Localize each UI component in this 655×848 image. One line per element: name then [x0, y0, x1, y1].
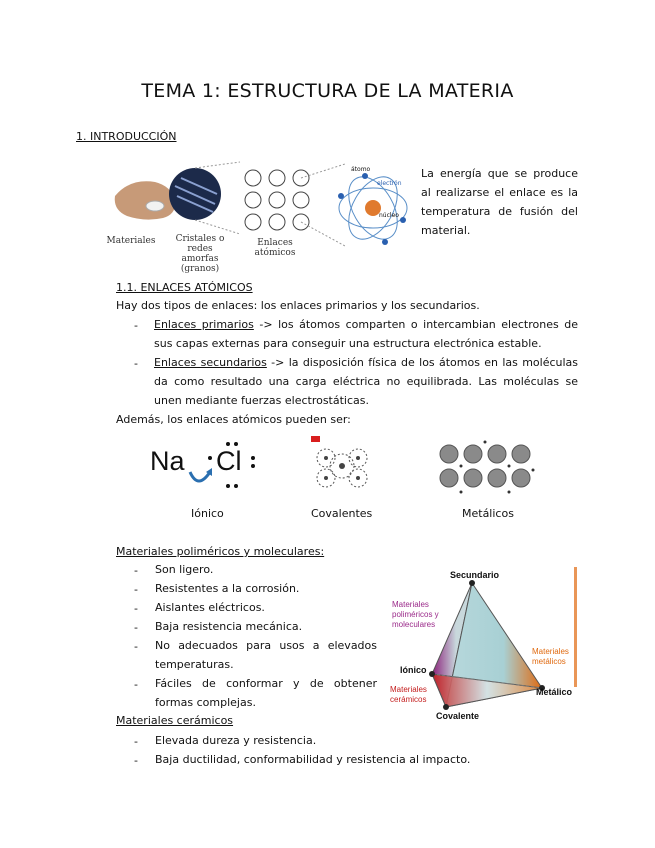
label-atomo: átomo	[351, 166, 371, 173]
polymer-item: No adecuados para usos a elevados temperaturas.	[155, 639, 377, 671]
electron-transfer-arrow	[190, 472, 210, 481]
section-heading-introduccion: 1. INTRODUCCIÓN	[76, 130, 177, 143]
page-title: TEMA 1: ESTRUCTURA DE LA MATERIA	[141, 80, 514, 102]
pill-image	[146, 201, 164, 211]
intro-figure	[105, 156, 410, 274]
polymer-item: Fáciles de conformar y de obtener formas complejas.	[155, 677, 377, 709]
polymer-item: Baja resistencia mecánica.	[155, 620, 303, 633]
polymer-item: Resistentes a la corrosión.	[155, 582, 300, 595]
ionic-cl-symbol: Cl	[216, 446, 242, 476]
ceramic-item: Baja ductilidad, conformabilidad y resistencia al impacto.	[155, 753, 471, 766]
ceramic-item: Elevada dureza y resistencia.	[155, 734, 317, 747]
ionic-bond-figure	[146, 438, 266, 494]
atomic-lattice	[245, 170, 309, 230]
label-nucleo: núcleo	[379, 212, 399, 219]
enlaces-intro: Hay dos tipos de enlaces: los enlaces primarios y los secundarios.	[116, 299, 480, 312]
term-enlaces-primarios: Enlaces primarios	[154, 318, 254, 331]
enlaces-ademas: Además, los enlaces atómicos pueden ser:	[116, 413, 351, 426]
covalent-bond-figure	[309, 436, 375, 496]
polymer-item: Son ligero.	[155, 563, 214, 576]
vertex-secundario: Secundario	[450, 570, 500, 580]
bonding-tetrahedron-diagram	[388, 567, 580, 725]
vertex-covalente: Covalente	[436, 711, 480, 721]
hand-image	[115, 181, 176, 219]
ceramics-heading: Materiales cerámicos	[116, 714, 234, 727]
vertex-ionico: Iónico	[400, 665, 427, 675]
intro-text: La energía que se produce al realizarse el enlace es la temperatura de fusión del material.	[421, 167, 578, 237]
label-metalicos: Metálicos	[462, 507, 514, 520]
label-materiales-ceramicos: Materiales cerámicos	[390, 685, 427, 704]
caption-enlaces: Enlaces atómicos	[254, 238, 296, 258]
ionic-na-symbol: Na	[150, 446, 185, 476]
bullet-enlaces-secundarios: Enlaces secundarios -> la disposición física de los átomos en las moléculas da como resultado una carga eléctrica no equilibrada. Las moléculas se unen mediante fuerzas electrostáticas.	[154, 356, 579, 407]
caption-materiales: Materiales	[106, 236, 156, 246]
polymer-item: Aislantes eléctricos.	[155, 601, 265, 614]
label-ionico: Iónico	[191, 507, 224, 520]
label-electron: electrón	[377, 180, 402, 187]
caption-cristales: Cristales o redes amorfas (granos)	[175, 234, 225, 274]
section-heading-enlaces-atomicos: 1.1. ENLACES ATÓMICOS	[116, 281, 253, 294]
metallic-bond-figure	[435, 438, 539, 496]
polymers-heading: Materiales poliméricos y moleculares:	[116, 545, 325, 558]
label-materiales-metalicos: Materiales metálicos	[532, 647, 569, 666]
label-covalentes: Covalentes	[311, 507, 373, 520]
vertex-metalico: Metálico	[536, 687, 573, 697]
label-materiales-polimericos: Materiales poliméricos y moleculares	[392, 600, 439, 629]
bullet-enlaces-primarios: Enlaces primarios -> los átomos comparten o intercambian electrones de sus capas externas para conseguir una estructura electrónica estable.	[154, 318, 578, 350]
term-enlaces-secundarios: Enlaces secundarios	[154, 356, 267, 369]
